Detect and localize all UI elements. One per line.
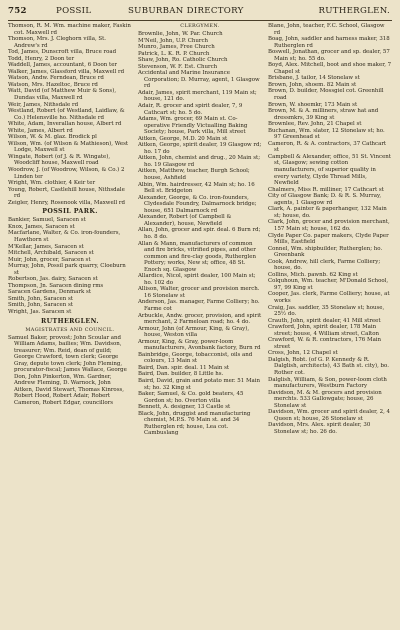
directory-entry: Cross, John, 12 Chapel st (268, 350, 338, 357)
directory-entry: Black, John, druggist and manufacturing chemist, M.P.S. 76 Main st. and 34 Rutherglen rd; house, Lea cot. Cambuslang (138, 410, 251, 437)
directory-entry: Patrick, L. K. R. P. Church (138, 50, 210, 57)
directory-entry: Shaw, John, Ro. Catholic Church (138, 57, 228, 64)
directory-entry: Accidental and Marine Insurance Corporation; D. Murray, agent, 1 Glasgow rd (138, 70, 260, 90)
directory-entry: Allan, John, grocer and spir. deal. 6 Burn rd; ho. 8 do. (138, 227, 261, 240)
section-subtitle-magistrates: MAGISTRATES AND COUNCIL. (25, 326, 115, 333)
directory-entry: Cook, Andrew, hill clerk, Farme Colliery; house, do. (268, 258, 381, 272)
directory-entry: Armour, King, & Gray, power-loom manufacturers, Avonbank factory, Burn rd (138, 338, 261, 352)
directory-entry: Weir, James, Nithsdale rd (8, 101, 79, 108)
section-title-clergymen: CLERGYMEN. (180, 23, 220, 29)
directory-entry: Baird, David, grain and potato mer. 51 Main st; ho. 32 King st (138, 377, 261, 391)
directory-entry: Cameron, R. & A. contractors, 37 Cathcart st (268, 140, 387, 154)
directory-entry: Blane, John, teacher, F.C. School, Glasgow rd (268, 23, 385, 36)
directory-entry: Munro, James, Free Church (138, 44, 215, 51)
directory-entry: Smith, John, Saracen st (8, 302, 73, 309)
directory-entry: Robertson, Jas. dairy, Saracen st (8, 276, 98, 283)
directory-entry: Clark, A. painter & paperhanger, 132 Main st; house, do. (268, 206, 387, 219)
directory-entry: Watt, David (of Matthew Muir & Sons), Dundas villa, Maxwell rd (8, 88, 117, 102)
directory-entry: Allardice, Nicol, spirit dealer, 100 Main st; ho. 102 do (138, 273, 256, 286)
directory-entry: Thomson, Mrs. J. Cleghorn villa, St. Andrew's rd (8, 36, 107, 49)
directory-entry: Mitchell, Archibald, Saracen st (8, 250, 94, 257)
header-right-title: RUTHERGLEN. (318, 6, 390, 16)
header-left-title: POSSIL (56, 6, 92, 16)
directory-entry: Buchanan, Wm. slater, 12 Stonelaw st; ho. 97 Greenhead st (268, 127, 385, 141)
header-middle-title: SUBURBAN DIRECTORY (128, 6, 244, 16)
section-title-rutherglen: RUTHERGLEN. (41, 317, 99, 325)
directory-entry: Davidson, M. & M. grocers and provision merchts. 533 Gallowgate; house, 26 Stonelaw st (268, 389, 382, 409)
directory-entry: Wright, Jas. Saracen st (8, 308, 72, 315)
directory-entry: Craig, Jas. saddler, 35 Stonelaw st; house, 25½ do. (268, 304, 385, 318)
directory-entry: Brown, John, shoem. 82 Main st (268, 81, 357, 88)
entries-group (138, 70, 262, 437)
directory-entry: Wilson, Wm. (of Wilson & Mathieson), West Lodge, Maxwell st (8, 140, 129, 154)
directory-entry: Arbuckle, Andw. grocer, provision, and spirit merchant, 2 Farmeloan road; ho. 4 do. (138, 312, 262, 326)
directory-entry: Brown, W. shoemkr, 173 Main st (268, 101, 358, 108)
directory-entry: Brown, D. builder, Mossgiel cot. Greenhill road (268, 88, 384, 102)
directory-entry: Saracen Gardens, Denmark st (8, 289, 92, 296)
directory-entry: Wright, Wm. clothier, 4 Keir ter (8, 180, 96, 187)
directory-entry: Dalglish, William, & Son, power-loom cloth manufacturers, Westburn Factory (268, 376, 387, 390)
entries-group (268, 23, 392, 435)
directory-entry: Adair, R. grocer and spirit dealer, 7, 9 Cathcart st; ho. 5 do. (138, 103, 243, 116)
directory-entry: Wilson, W. & M. glaz. Brodick pl (8, 134, 97, 141)
directory-entry: City of Glasgow Bank; D. & R. S. Murray, agents, 1 Glasgow rd (268, 193, 382, 206)
directory-entry: Watson, Mrs. Hazeltoc, Bruce rd (8, 81, 98, 88)
directory-entry: Adair, James, spirit merchant, 119 Main st; house, 121 do. (138, 89, 257, 103)
directory-entry: M'Neil, John, U.P. Church (138, 37, 209, 44)
directory-entry: Aitken, John, chemist and drug., 20 Main st; ho. 19 Glasgow rd (138, 155, 261, 168)
directory-entry: Allison, Walter, grocer and provision merch. 16 Stonelaw st (138, 286, 260, 299)
directory-entry: Dalgish, Robt. (of G. P. Kennedy & R. Dalglish, architects), 43 Bath st. city), bo. Rother cot. (268, 356, 389, 376)
directory-entry: Tod, James, Dunscroft villa, Bruce road (8, 49, 117, 56)
directory-entry: Connel, Wm. shipbuilder, Rutherglen; ho. Greenbank (268, 245, 383, 259)
directory-entry: Albin, Wm. hairdresser, 42 Main st; ho. 16 Bell st. Bridgeton (138, 181, 255, 195)
directory-entry: Stevenson, W. F. Est. Church (138, 63, 218, 70)
page-number: 752 (8, 6, 27, 16)
entries-group (8, 23, 132, 206)
directory-entry: White, Adam, Inverallan house, Albert rd (8, 121, 122, 128)
directory-entry: Boyd, Alex. Mitchell, boot and shoe maker, 7 Chapel st (268, 62, 392, 75)
directory-entry: Smith, John, Saracen st (8, 295, 73, 302)
directory-entry: Baird, Dan. builder, 8 Little hs. (138, 371, 224, 378)
directory-entry: Brown, M. & A. milliners, straw hat and dressmkrs, 39 King st (268, 108, 379, 121)
directory-entry: Campbell & Alexander, office, 51 St. Vincent st, Glasgow; sewing cotton manufacturers, of superior quality in every variety, Clyde Thread Mills, Newfield (268, 153, 391, 187)
directory-entry: M'Kellar, James, Saracen st (8, 243, 84, 250)
directory-entry: Adams, Wm. grocer, 69 Main st. Co-operative Friendly Victualling Baking Society; house, Park villa, Mill street (138, 116, 248, 136)
directory-entry: Walker, James, Glassford villa, Maxwell rd (8, 68, 125, 75)
directory-entry: Brownlee, Rev. John, 21 Chapel st (268, 121, 362, 128)
directory-entry: Woodrow, J. (of Woodrow, Wilson, & Co.) 2 Linden ter (8, 167, 125, 180)
directory-entry: Bennett, A. designer, 13 Castle st (138, 404, 231, 411)
directory-entry: Bankier, Samuel, Saracen st (8, 217, 86, 224)
directory-entry: Wingate, Robert (of J. & R. Wingate), Woodcliff house, Maxwell road (8, 153, 111, 167)
directory-entry: Brownlie, John, W. Par. Church (138, 31, 223, 37)
directory-entry: Boag, John, saddler and harness maker, 318 Rutherglen rd (268, 36, 390, 49)
column-3 (268, 23, 392, 627)
directory-entry: Waddell, James, accountant, 6 Doon ter (8, 62, 118, 69)
directory-entry: Thomson, R. M. Wm. machine maker, Faskin cot. Maxwell rd (8, 23, 131, 36)
directory-entry: Armour, John (of Armour, King, & Gray), house, Weston villa (138, 325, 250, 339)
directory-entry: Alexander, George, & Co. iron-founders, Clydesdale Foundry, Dalmarnock bridge; house, 651 Dalmarnock rd (138, 194, 257, 214)
directory-entry: Aitken, George, spirit dealer, 19 Glasgow rd; ho. 17 do (138, 142, 262, 155)
directory-entry: Crauth, John, spirit dealer, 41 Mill street (268, 317, 381, 324)
directory-entry: Macfarlane, Walter, & Co. iron-founders, Hawthorn st (8, 230, 121, 243)
directory-entry: Knox, James, Saracen st (8, 223, 75, 230)
directory-entry: Zeigler, Henry, Rosenook villa, Maxwell rd (8, 199, 125, 206)
directory-entry: Young, Robert, Castlehill house, Nithsdale rd (8, 186, 125, 200)
directory-entry: Chalmers, Miss R. milliner, 17 Cathcart st (268, 186, 384, 193)
header-rule (8, 20, 392, 21)
directory-entry: Cooper, Jas. clerk, Farme Colliery; house, at works (268, 291, 390, 304)
column-1 (8, 23, 132, 627)
directory-entry: Alexander, Robert (of Campbell & Alexander), house, Newfield (138, 214, 232, 227)
directory-entry: Davidson, Wm. grocer and spirit dealer, 2, 4 Queen st; house, 26 Stonelaw st (268, 409, 391, 422)
directory-entry: White, James, Albert rd (8, 127, 73, 134)
directory-entry: Davidson, Mrs. Alex. spirit dealer, 30 Stonelaw st; ho. 26 do. (268, 422, 371, 435)
directory-entry: Brisbane, J. tailor, 14 Stonelaw st (268, 75, 360, 82)
directory-entry: Allan & Mann, manufacturers of common and fire bricks, vitrified pipes, and other common and fire-clay goods, Rutherglen Pottery; works, New st; office, 48 St. Enoch sq. Glasgow (138, 240, 256, 273)
directory-entry: Muir, John, grocer, Saracen st (8, 256, 91, 263)
directory-entry: Baker, Samuel, & Co. gold beaters, 45 Gordon st; ho. Overton villa (138, 391, 244, 404)
directory-entry: Aitken, Matthew, teacher, Burgh School; house, Ashfield (138, 168, 250, 182)
column-2 (138, 23, 262, 627)
directory-entry: Samuel Baker, provost; John Scoular and William Adams, bailies; Wm. Davidson, treasurer; Wm. Reid, dean of guild; George Crawford, town clerk; George Gray, depute town clerk; John Fleming, procurator-fiscal; James Wallace, George Don, John Pinkerton, Wm. Gardner, Andrew Fleming, D. Warnock, John Aitken, David Stewart, Thomas Kinross, Robert Hood, Robert Adair, Robert Cameron, Robert Edgar, councillors (8, 334, 127, 406)
directory-entry: Boswell, Jonathan, grocer and sp. dealer, 57 Main st; ho. 55 do. (268, 49, 390, 62)
entries-group (138, 31, 262, 70)
section-title-possil-park: POSSIL PARK. (42, 208, 98, 216)
directory-entry: Watson, Andw. Ferndean, Bruce rd (8, 75, 104, 82)
directory-entry: Anderson, Jas. manager, Farme Colliery; ho. Farme cot (138, 299, 260, 312)
directory-entry: Crawford, W. & R. contractors, 176 Main street (268, 337, 382, 350)
directory-entry: Collins, Mich. pawnb. 62 King st (268, 271, 358, 278)
directory-entry: Murray, John, Possil park quarry, Cloeburn st (8, 263, 126, 276)
directory-entry: Todd, Henry, 2 Doon ter (8, 55, 75, 62)
directory-entry: Crawford, John, spirit dealer, 178 Main street; house, 4 William street, Calton (268, 324, 380, 337)
directory-entry: Bainbridge, George, tobacconist, oils and colours, 13 Main st (138, 351, 253, 365)
directory-entry: Colquhoun, Wm. teacher, M'Donald School, 97, 99 King st (268, 278, 389, 291)
directory-entry: Clyde Paper Co. paper makers, Clyde Paper Mills, Eastfield (268, 232, 389, 246)
directory-entry: Aitken, George, M.D. 20 Main st (138, 135, 228, 142)
directory-entry: Baird, Dan. spir. deal. 11 Main st (138, 364, 230, 371)
entries-group (8, 335, 132, 407)
directory-columns (8, 23, 392, 627)
directory-entry: Westland, Robert (of Westland, Laidlaw, & Co.) Helensville ho. Nithsdale rd (8, 108, 125, 121)
entries-group (8, 217, 132, 315)
page-header (8, 6, 392, 19)
directory-entry: Thompson, Jn. Saracen dining rms (8, 282, 104, 289)
directory-entry: Clark, John, grocer and provision merchant, 157 Main st; house, 162 do. (268, 219, 390, 232)
